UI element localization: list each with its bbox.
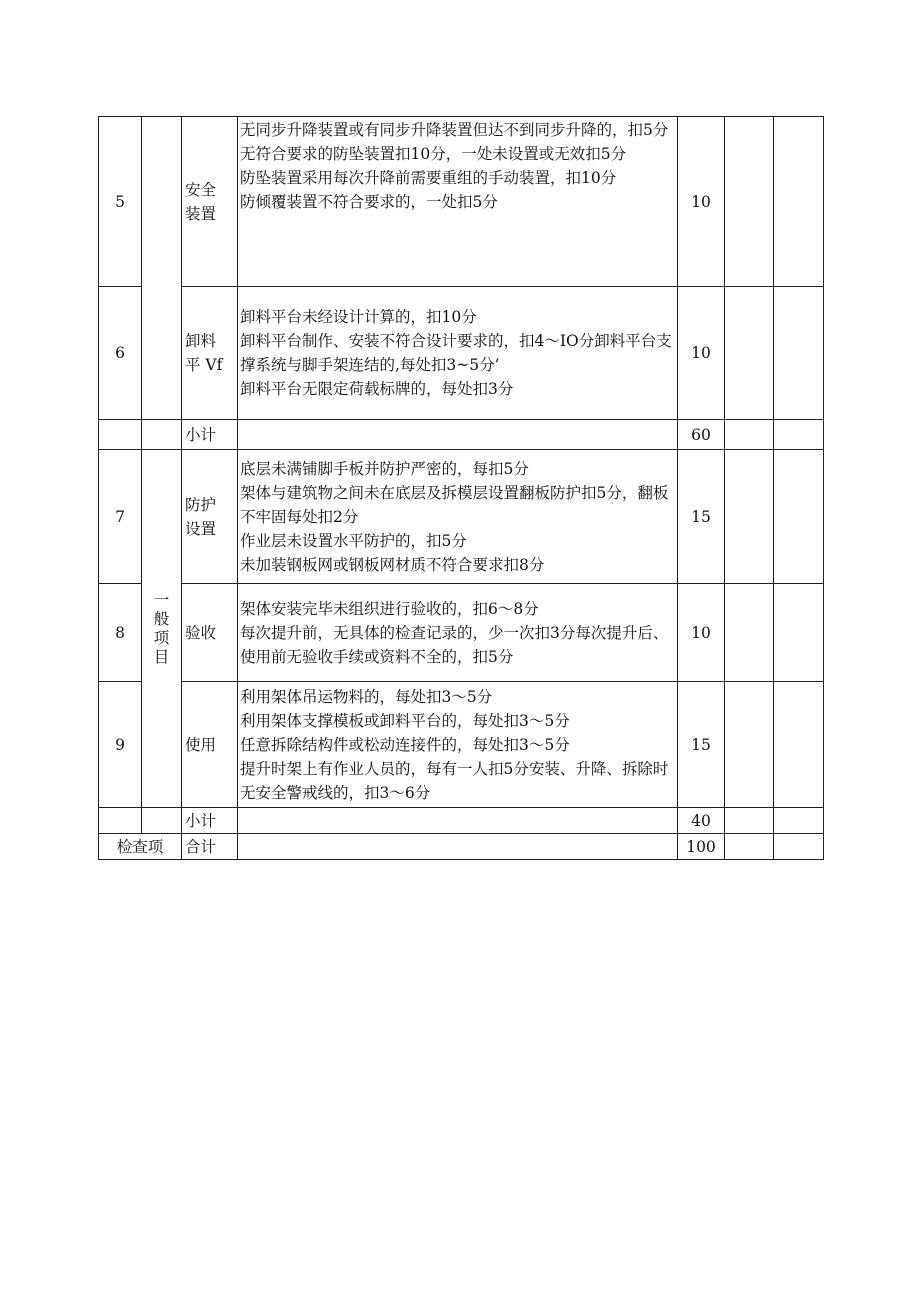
category-char: 目 bbox=[153, 647, 170, 666]
points-value: 10 bbox=[678, 287, 725, 420]
criteria-line: 卸料平台未经设计计算的，扣10分 bbox=[240, 308, 477, 326]
table-row bbox=[99, 682, 824, 808]
points-value: 10 bbox=[678, 117, 725, 287]
category-char: 一 bbox=[153, 590, 170, 609]
actual-score-cell bbox=[774, 584, 824, 682]
empty-cell bbox=[142, 808, 182, 834]
criteria-line: 作业层未设置水平防护的，扣5分 bbox=[240, 531, 467, 550]
criteria-line: 防倾覆装置不符合要求的，一处扣5分 bbox=[240, 192, 498, 211]
deducted-points-cell bbox=[725, 584, 774, 682]
inspection-table-page bbox=[98, 116, 823, 860]
criteria-line: 无符合要求的防坠装置扣10分，一处未设置或无效扣5分 bbox=[240, 144, 627, 163]
item-number: 5 bbox=[99, 117, 142, 287]
check-item: 验收 bbox=[182, 584, 238, 682]
deducted-points-cell bbox=[725, 682, 774, 808]
empty-cell bbox=[725, 834, 774, 860]
empty-cell bbox=[238, 420, 678, 450]
empty-cell bbox=[725, 808, 774, 834]
actual-score-cell bbox=[774, 682, 824, 808]
check-item bbox=[182, 450, 238, 584]
table-row bbox=[99, 450, 824, 584]
subtotal-row bbox=[99, 808, 824, 834]
check-item-line: 防护 bbox=[185, 495, 217, 514]
criteria-line: 卸料平台制作、安装不符合设计要求的，扣4～IO分卸料平台支撑系统与脚手架连结的,每处扣3~5分’ bbox=[240, 332, 672, 374]
empty-cell bbox=[99, 420, 142, 450]
criteria-line: 底层未满铺脚手板并防护严密的，每扣5分 bbox=[240, 459, 529, 478]
empty-cell bbox=[774, 420, 824, 450]
subtotal-points: 40 bbox=[678, 808, 725, 834]
subtotal-points: 60 bbox=[678, 420, 725, 450]
criteria-line: 无同步升降装置或有同步升降装置但达不到同步升降的，扣5分 bbox=[240, 120, 669, 139]
actual-score-cell bbox=[774, 117, 824, 287]
table-row bbox=[99, 287, 824, 420]
criteria-line: 防坠装置采用每次升降前需要重组的手动装置，扣10分 bbox=[240, 168, 617, 187]
criteria-line: 每次提升前，无具体的检查记录的，少一次扣3分每次提升后、使用前无验收手续或资料不全的，扣5分 bbox=[240, 623, 669, 666]
empty-cell bbox=[238, 834, 678, 860]
check-item-line: 装置 bbox=[185, 204, 217, 223]
points-value: 15 bbox=[678, 450, 725, 584]
check-item-line: 设置 bbox=[185, 519, 217, 538]
check-item-line: 平 Vf bbox=[185, 356, 223, 374]
empty-cell bbox=[99, 808, 142, 834]
criteria-line: 提升时架上有作业人员的，每有一人扣5分安装、升降、拆除时无安全警戒线的，扣3～6分 bbox=[240, 759, 669, 802]
total-label: 合计 bbox=[182, 834, 238, 860]
total-row bbox=[99, 834, 824, 860]
subtotal-label: 小计 bbox=[182, 420, 238, 450]
criteria-line: 未加装钢板网或钢板网材质不符合要求扣8分 bbox=[240, 555, 545, 574]
criteria-line: 任意拆除结构件或松动连接件的，每处扣3～5分 bbox=[240, 735, 570, 754]
inspection-item-label: 检查项 bbox=[99, 834, 182, 860]
subtotal-row bbox=[99, 420, 824, 450]
actual-score-cell bbox=[774, 450, 824, 584]
table-row bbox=[99, 117, 824, 287]
empty-cell bbox=[725, 420, 774, 450]
category-cell-upper bbox=[142, 117, 182, 420]
criteria-line: 利用架体吊运物料的，每处扣3～5分 bbox=[240, 687, 493, 706]
inspection-table bbox=[98, 116, 824, 860]
actual-score-cell bbox=[774, 287, 824, 420]
check-item-line: 安全 bbox=[185, 180, 217, 199]
points-value: 10 bbox=[678, 584, 725, 682]
empty-cell bbox=[142, 420, 182, 450]
deduction-criteria bbox=[238, 117, 678, 287]
deduction-criteria bbox=[238, 287, 678, 420]
criteria-line: 架体安装完毕未组织进行验收的，扣6～8分 bbox=[240, 599, 539, 618]
deduction-criteria bbox=[238, 682, 678, 808]
category-char: 项 bbox=[153, 628, 170, 647]
general-items-category bbox=[142, 450, 182, 808]
empty-cell bbox=[774, 808, 824, 834]
criteria-line: 架体与建筑物之间未在底层及拆模层设置翻板防护扣5分，翻板不牢固每处扣2分 bbox=[240, 483, 669, 526]
empty-cell bbox=[238, 808, 678, 834]
check-item bbox=[182, 287, 238, 420]
deduction-criteria bbox=[238, 584, 678, 682]
deducted-points-cell bbox=[725, 450, 774, 584]
item-number: 8 bbox=[99, 584, 142, 682]
criteria-line: 利用架体支撑模板或卸料平台的，每处扣3～5分 bbox=[240, 711, 570, 730]
category-char: 般 bbox=[153, 609, 170, 628]
deduction-criteria bbox=[238, 450, 678, 584]
item-number: 6 bbox=[99, 287, 142, 420]
empty-cell bbox=[774, 834, 824, 860]
subtotal-label: 小计 bbox=[182, 808, 238, 834]
item-number: 7 bbox=[99, 450, 142, 584]
table-row bbox=[99, 584, 824, 682]
check-item bbox=[182, 117, 238, 287]
check-item-line: 卸料 bbox=[185, 332, 217, 350]
deducted-points-cell bbox=[725, 117, 774, 287]
criteria-line: 卸料平台无限定荷载标牌的，每处扣3分 bbox=[240, 380, 514, 398]
total-points: 100 bbox=[678, 834, 725, 860]
deducted-points-cell bbox=[725, 287, 774, 420]
points-value: 15 bbox=[678, 682, 725, 808]
check-item: 使用 bbox=[182, 682, 238, 808]
item-number: 9 bbox=[99, 682, 142, 808]
